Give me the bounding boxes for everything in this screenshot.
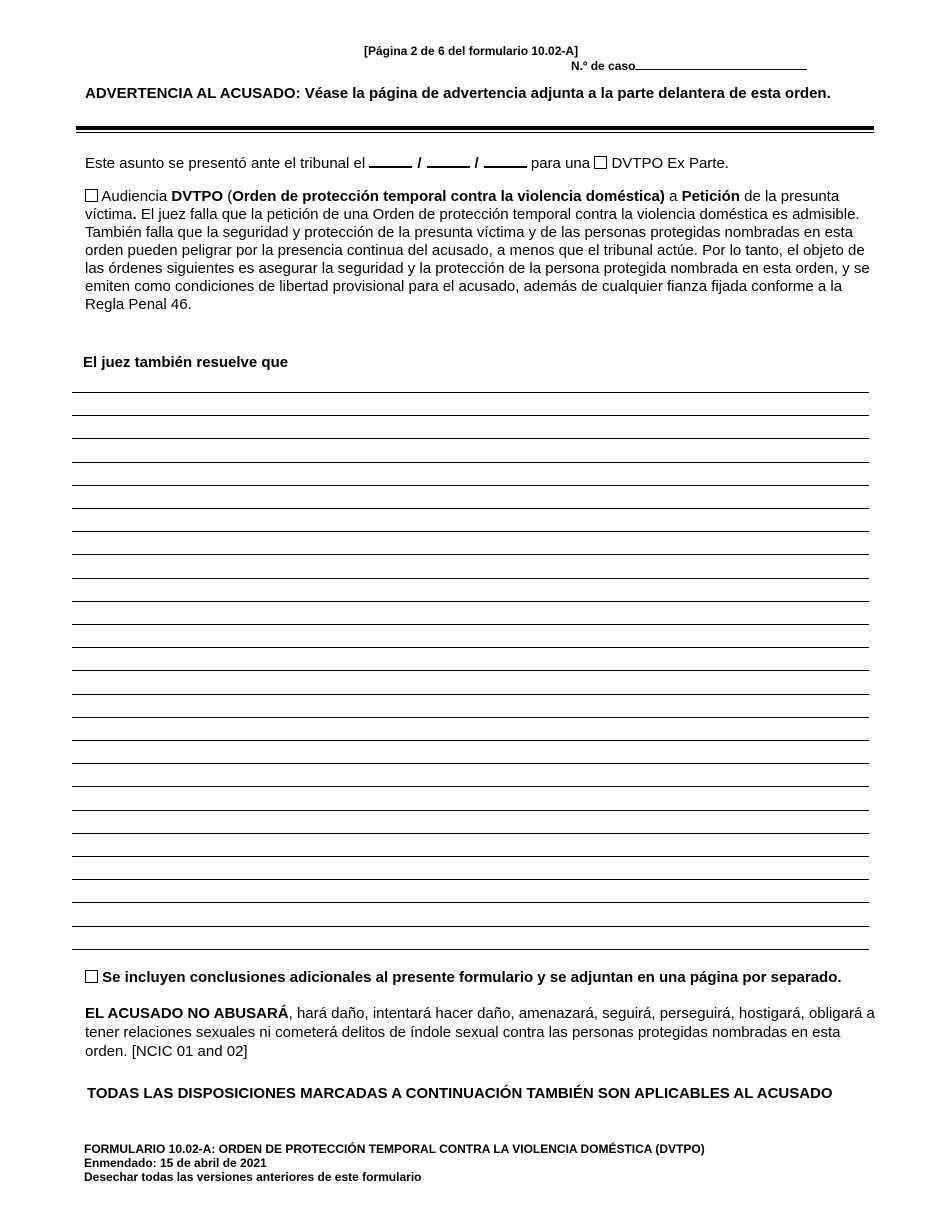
writing-line[interactable] [72, 508, 869, 509]
hearing-text: a [669, 188, 678, 205]
writing-line[interactable] [72, 578, 869, 579]
writing-line[interactable] [72, 717, 869, 718]
hearing-paragraph [85, 188, 870, 314]
writing-line[interactable] [72, 670, 869, 671]
defendant-warning: ADVERTENCIA AL ACUSADO: Véase la página de advertencia adjunta a la parte delantera de esta orden. [85, 85, 831, 102]
no-abuse-text: , hará daño, intentará hacer daño, amenazará, seguirá, perseguirá, hostigará, obligará a tener relaciones sexuales ni cometerá delitos de índole sexual contra las personas protegidas nombradas en esta orden. [NCIC 01 and 02] [85, 1005, 875, 1060]
writing-line[interactable] [72, 554, 869, 555]
writing-line[interactable] [72, 694, 869, 695]
also-resolves-heading: El juez también resuelve que [83, 354, 289, 371]
ex-parte-checkbox[interactable] [594, 156, 607, 169]
writing-line[interactable] [72, 624, 869, 625]
hearing-text: de la presunta víctima [85, 188, 840, 223]
writing-line[interactable] [72, 438, 869, 439]
hearing-text: ( [227, 188, 233, 205]
hearing-text: Audiencia [101, 188, 168, 205]
presented-prefix: Este asunto se presentó ante el tribunal el [85, 155, 366, 172]
footer-form-title: FORMULARIO 10.02-A: ORDEN DE PROTECCIÓN TEMPORAL CONTRA LA VIOLENCIA DOMÉSTICA (DVTPO) [84, 1142, 705, 1156]
date-slash: / [417, 155, 422, 172]
hearing-bold: . [132, 206, 137, 223]
footer-discard-note: Desechar todas las versiones anteriores de este formulario [84, 1170, 422, 1184]
writing-line[interactable] [72, 949, 869, 950]
writing-line[interactable] [72, 786, 869, 787]
form-footer [84, 1142, 705, 1184]
additional-findings-line [85, 969, 842, 986]
all-provisions-heading: TODAS LAS DISPOSICIONES MARCADAS A CONTINUACIÓN TAMBIÉN SON APLICABLES AL ACUSADO [87, 1085, 833, 1102]
case-number-field[interactable] [571, 59, 807, 73]
hearing-checkbox[interactable] [85, 189, 98, 202]
divider-thin [76, 132, 874, 133]
ex-parte-label: DVTPO Ex Parte. [611, 155, 729, 172]
divider-thick [76, 126, 874, 130]
writing-line[interactable] [72, 392, 869, 393]
hearing-bold: Orden de protección temporal contra la violencia doméstica) [232, 188, 665, 205]
case-number-label: N.º de caso [571, 59, 636, 73]
footer-amended: Enmendado: 15 de abril de 2021 [84, 1156, 267, 1170]
writing-line[interactable] [72, 926, 869, 927]
no-abuse-paragraph [85, 1004, 875, 1061]
additional-findings-label: Se incluyen conclusiones adicionales al presente formulario y se adjuntan en una página por separado. [102, 969, 842, 986]
writing-line[interactable] [72, 647, 869, 648]
hearing-bold: DVTPO [171, 188, 224, 205]
hearing-bold: Petición [681, 188, 740, 205]
no-abuse-bold: EL ACUSADO NO ABUSARÁ [85, 1005, 289, 1022]
writing-line[interactable] [72, 601, 869, 602]
writing-line[interactable] [72, 462, 869, 463]
writing-line[interactable] [72, 810, 869, 811]
writing-line[interactable] [72, 763, 869, 764]
writing-line[interactable] [72, 531, 869, 532]
date-year-blank[interactable] [484, 153, 527, 168]
date-day-blank[interactable] [427, 153, 470, 168]
writing-line[interactable] [72, 740, 869, 741]
presented-date-line [85, 153, 729, 172]
writing-line[interactable] [72, 879, 869, 880]
case-number-blank[interactable] [635, 59, 807, 70]
date-month-blank[interactable] [369, 153, 412, 168]
para-una-text: para una [530, 155, 591, 172]
writing-line[interactable] [72, 856, 869, 857]
writing-line[interactable] [72, 415, 869, 416]
additional-findings-checkbox[interactable] [85, 970, 98, 983]
hearing-text: El juez falla que la petición de una Orden de protección temporal contra la violencia doméstica es admisible. También falla que la seguridad y protección de la presunta víctima y de las personas protegidas nombradas en esta orden pueden peligrar por la presencia continua del acusado, a menos que el tribunal actúe. Por lo tanto, el objeto de las órdenes siguientes es asegurar la seguridad y la protección de la persona protegida nombrada en esta orden, y se emiten como condiciones de libertad provisional para el acusado, además de cualquier fianza fijada conforme a la Regla Penal 46. [85, 206, 870, 313]
writing-line[interactable] [72, 833, 869, 834]
page-number-label: [Página 2 de 6 del formulario 10.02-A] [364, 44, 579, 58]
writing-line[interactable] [72, 485, 869, 486]
date-slash: / [474, 155, 479, 172]
writing-line[interactable] [72, 902, 869, 903]
